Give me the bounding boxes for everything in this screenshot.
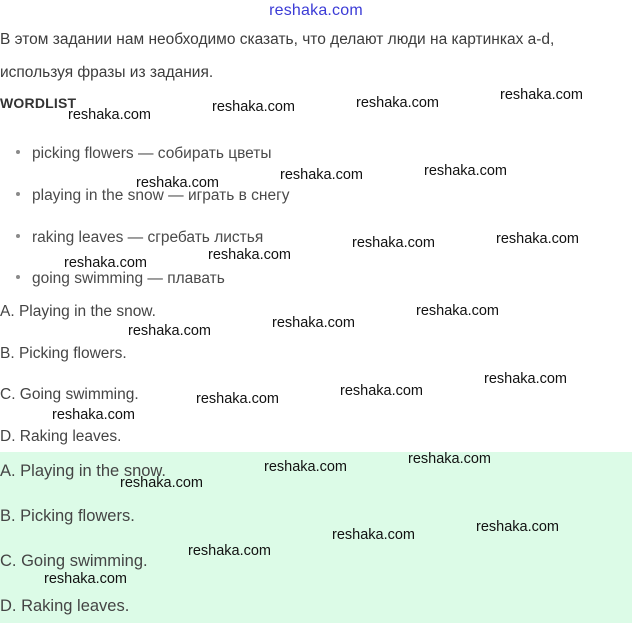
wordlist-item-text: raking leaves — сгребать листья xyxy=(32,229,264,246)
watermark: reshaka.com xyxy=(424,163,508,179)
watermark: reshaka.com xyxy=(496,231,580,247)
wordlist-item xyxy=(16,145,272,163)
watermark: reshaka.com xyxy=(500,87,584,103)
bullet-icon xyxy=(16,234,20,238)
watermark: reshaka.com xyxy=(52,407,136,423)
wordlist-item xyxy=(16,270,225,288)
highlighted-answer-d: D. Raking leaves. xyxy=(0,597,130,615)
intro-line-1: В этом задании нам необходимо сказать, что делают люди на картинках a-d, xyxy=(0,31,555,48)
bullet-icon xyxy=(16,275,20,279)
wordlist-item-text: going swimming — плавать xyxy=(32,270,225,287)
watermark: reshaka.com xyxy=(352,235,436,251)
watermark: reshaka.com xyxy=(208,247,292,263)
highlighted-answer-b: B. Picking flowers. xyxy=(0,507,135,525)
watermark: reshaka.com xyxy=(68,107,152,123)
wordlist-heading: WORDLIST xyxy=(0,95,77,111)
intro-line-2: используя фразы из задания. xyxy=(0,64,214,81)
bullet-icon xyxy=(16,192,20,196)
watermark: reshaka.com xyxy=(332,527,416,543)
watermark: reshaka.com xyxy=(476,519,560,535)
watermark: reshaka.com xyxy=(196,391,280,407)
site-logo-text: reshaka.com xyxy=(269,2,363,19)
wordlist-item xyxy=(16,229,263,247)
bullet-icon xyxy=(16,150,20,154)
wordlist-item-text: picking flowers — собирать цветы xyxy=(32,145,272,162)
highlighted-answer-c: C. Going swimming. xyxy=(0,552,148,570)
watermark: reshaka.com xyxy=(280,167,364,183)
watermark: reshaka.com xyxy=(340,383,424,399)
answer-b: B. Picking flowers. xyxy=(0,345,127,362)
answer-d: D. Raking leaves. xyxy=(0,428,122,445)
watermark: reshaka.com xyxy=(64,255,148,271)
watermark: reshaka.com xyxy=(212,99,296,115)
watermark: reshaka.com xyxy=(136,175,220,191)
watermark: reshaka.com xyxy=(356,95,440,111)
watermark: reshaka.com xyxy=(264,459,348,475)
answer-a: A. Playing in the snow. xyxy=(0,303,156,320)
watermark: reshaka.com xyxy=(128,323,212,339)
watermark: reshaka.com xyxy=(416,303,500,319)
watermark: reshaka.com xyxy=(120,475,204,491)
watermark: reshaka.com xyxy=(408,451,492,467)
watermark: reshaka.com xyxy=(44,571,128,587)
highlighted-answer-a: A. Playing in the snow. xyxy=(0,462,167,480)
answer-c: C. Going swimming. xyxy=(0,386,139,403)
wordlist-item-text: playing in the snow — играть в снегу xyxy=(32,187,290,204)
watermark: reshaka.com xyxy=(272,315,356,331)
highlighted-answer-box xyxy=(0,452,632,623)
watermark: reshaka.com xyxy=(484,371,568,387)
watermark: reshaka.com xyxy=(188,543,272,559)
